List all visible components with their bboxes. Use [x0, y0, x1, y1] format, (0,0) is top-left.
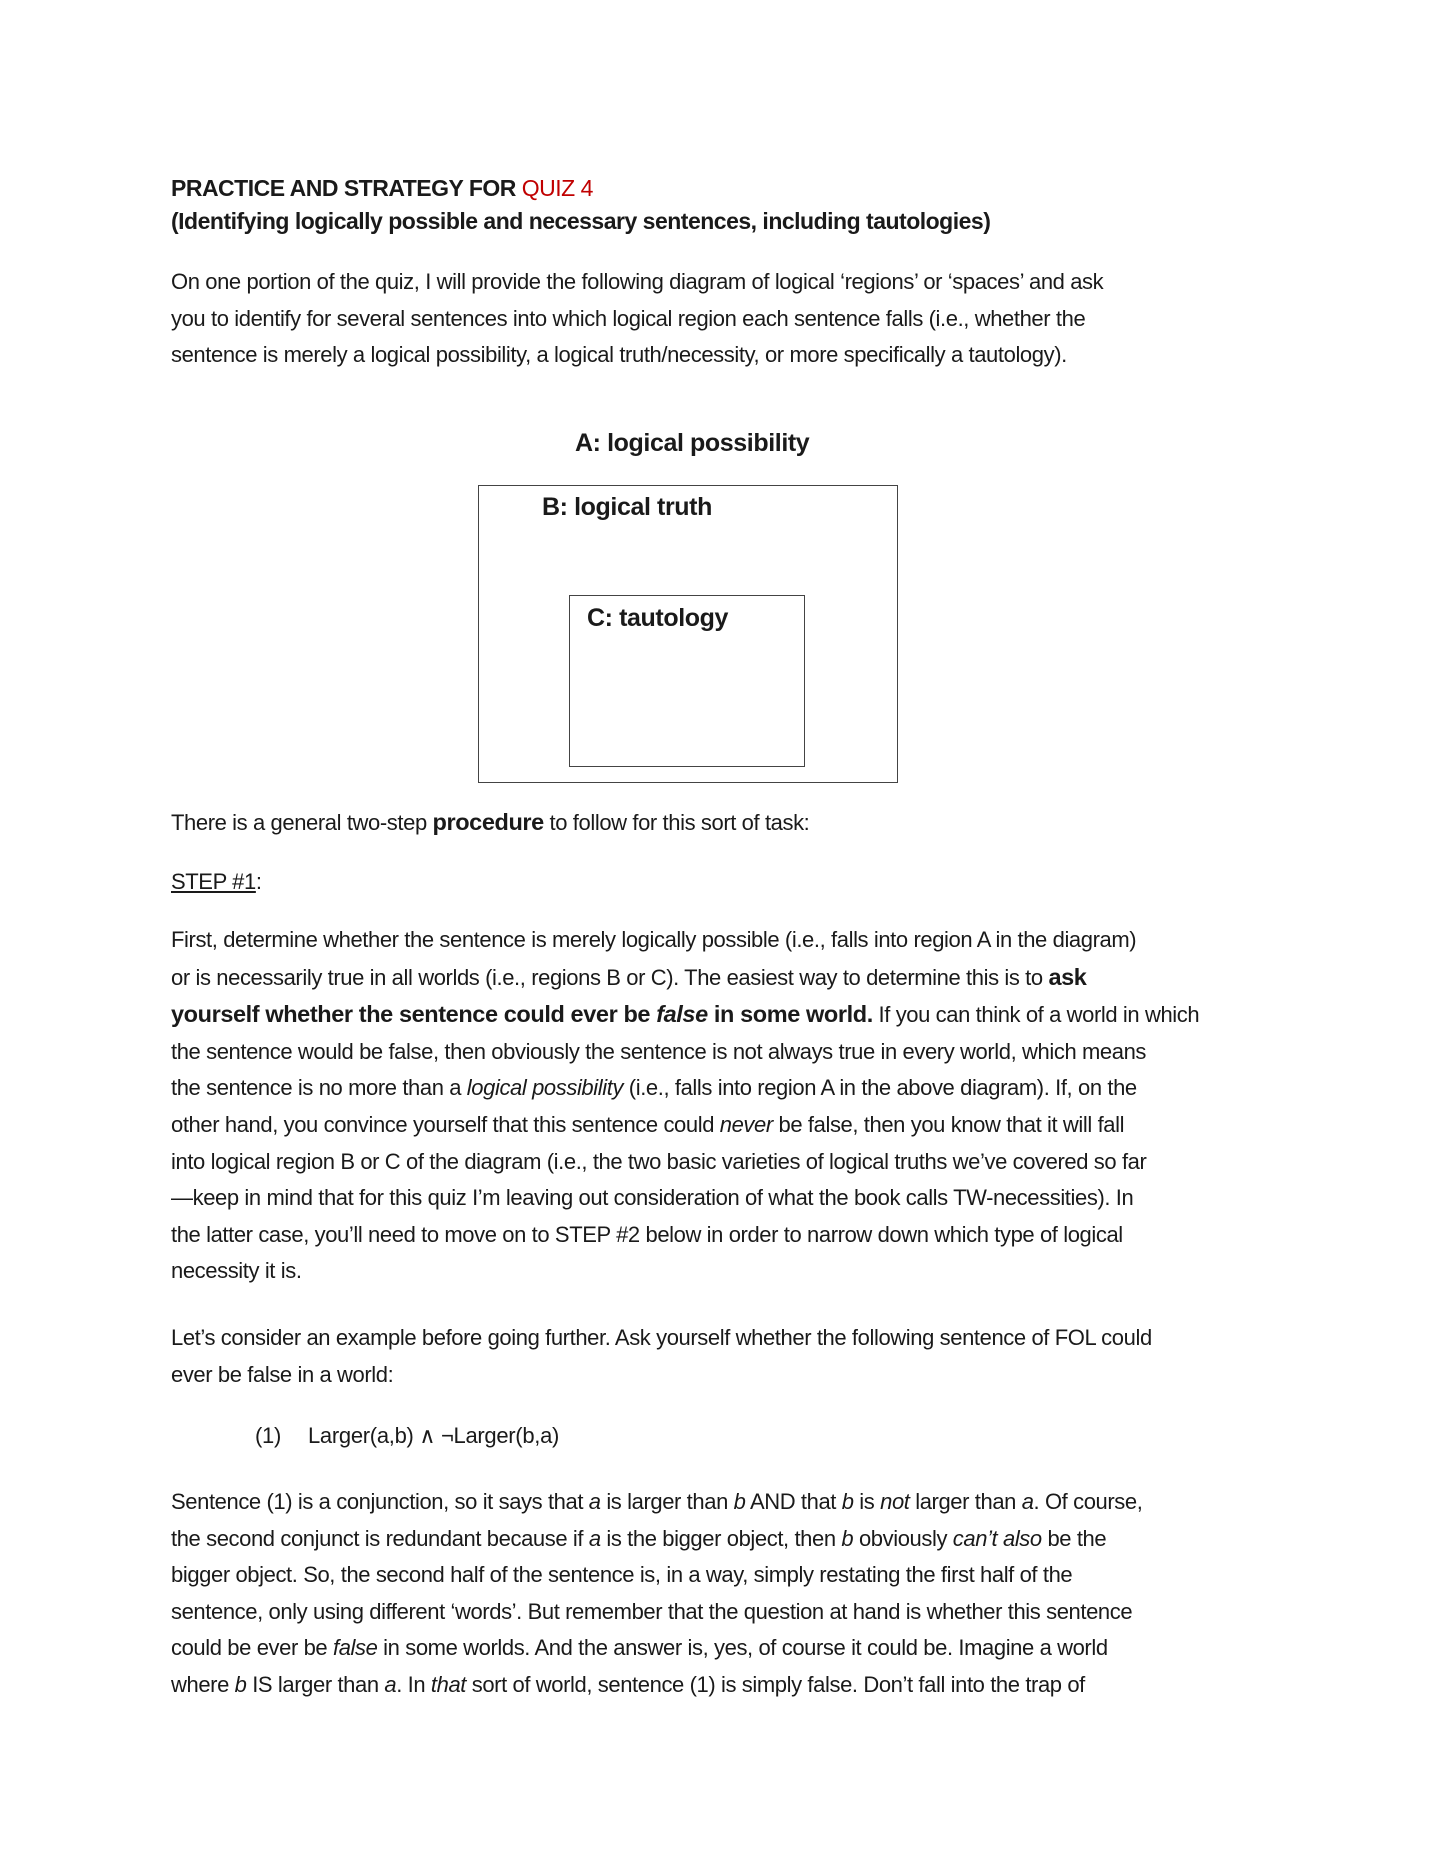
- procedure-emphasis: procedure: [432, 809, 544, 835]
- title-prefix: PRACTICE AND STRATEGY FOR: [171, 175, 522, 201]
- inline-text: the second conjunct is redundant because if: [171, 1525, 589, 1551]
- paragraph-line: necessity it is.: [171, 1258, 302, 1284]
- emphasis-text: yourself whether the sentence could ever be: [171, 1001, 657, 1028]
- intro-paragraph: [171, 264, 1286, 374]
- inline-text: obviously: [853, 1525, 953, 1551]
- inline-text: is: [853, 1489, 881, 1514]
- inline-text: IS larger than: [246, 1671, 385, 1697]
- inline-text: b: [841, 1489, 854, 1514]
- procedure-text: There is a general two-step: [171, 810, 433, 835]
- inline-text: a: [588, 1489, 601, 1514]
- intro-line: you to identify for several sentences into which logical region each sentence falls (i.e., whether the: [171, 305, 1086, 331]
- inline-text: is larger than: [600, 1489, 734, 1514]
- paragraph-line: the sentence would be false, then obviously the sentence is not always true in every world, which means: [171, 1038, 1147, 1064]
- inline-text: that: [430, 1671, 467, 1697]
- explanation-paragraph: [171, 1484, 1286, 1704]
- inline-text: a: [1021, 1489, 1034, 1514]
- paragraph-line: —keep in mind that for this quiz I’m leaving out consideration of what the book calls TW-necessities). In: [171, 1185, 1134, 1211]
- paragraph-text: the sentence is no more than a: [171, 1075, 467, 1101]
- inline-text: false: [332, 1635, 378, 1661]
- inline-text: . Of course,: [1033, 1489, 1143, 1514]
- paragraph-text: other hand, you convince yourself that this sentence could: [171, 1111, 720, 1137]
- emphasis-text: ask: [1048, 963, 1087, 990]
- inline-text: can’t also: [952, 1525, 1042, 1551]
- inline-text: b: [234, 1671, 247, 1697]
- inline-text: be the: [1041, 1525, 1107, 1551]
- procedure-paragraph: [171, 804, 1286, 842]
- emphasis-text: in some world.: [707, 1001, 873, 1028]
- intro-line: On one portion of the quiz, I will provide the following diagram of logical ‘regions’ or ‘spaces’ and ask: [171, 269, 1104, 294]
- inline-text: a: [384, 1671, 397, 1697]
- region-b-label: B: logical truth: [542, 493, 712, 521]
- region-a-label: A: logical possibility: [575, 429, 810, 457]
- formula-number: (1): [255, 1423, 281, 1448]
- inline-text: is the bigger object, then: [600, 1525, 842, 1551]
- inline-text: b: [841, 1525, 854, 1551]
- example-intro-paragraph: [171, 1320, 1286, 1393]
- paragraph-line: into logical region B or C of the diagram (i.e., the two basic varieties of logical truths we’ve covered so far: [171, 1148, 1147, 1174]
- italic-text: never: [719, 1111, 773, 1137]
- paragraph-text: (i.e., falls into region A in the above diagram). If, on the: [623, 1075, 1137, 1101]
- paragraph-line: bigger object. So, the second half of the sentence is, in a way, simply restating the first half of the: [171, 1562, 1073, 1588]
- step1-paragraph: [171, 922, 1286, 1290]
- inline-text: in some worlds. And the answer is, yes, of course it could be. Imagine a world: [377, 1635, 1108, 1661]
- document-subtitle: (Identifying logically possible and necessary sentences, including tautologies): [171, 208, 991, 234]
- quiz-label: QUIZ 4: [521, 175, 593, 201]
- paragraph-line: Let’s consider an example before going further. Ask yourself whether the following sentence of FOL could: [171, 1325, 1152, 1350]
- paragraph-line: the latter case, you’ll need to move on to STEP #2 below in order to narrow down which type of logical: [171, 1221, 1123, 1247]
- inline-text: Sentence (1) is a conjunction, so it says that: [171, 1489, 589, 1514]
- inline-text: could be ever be: [171, 1635, 333, 1661]
- formula-text: Larger(a,b) ∧ ¬Larger(b,a): [308, 1423, 560, 1448]
- inline-text: . In: [396, 1671, 431, 1697]
- inline-text: where: [171, 1671, 235, 1697]
- paragraph-text: If you can think of a world in which: [872, 1002, 1200, 1028]
- step1-heading-text: STEP #1: [171, 869, 256, 894]
- paragraph-text: or is necessarily true in all worlds (i.e., regions B or C). The easiest way to determine this is to: [171, 964, 1049, 990]
- inline-text: larger than: [909, 1489, 1022, 1514]
- italic-text: logical possibility: [466, 1075, 624, 1101]
- inline-text: sort of world, sentence (1) is simply false. Don’t fall into the trap of: [466, 1671, 1085, 1697]
- inline-text: AND that: [745, 1489, 842, 1514]
- inline-text: not: [880, 1489, 910, 1514]
- paragraph-line: sentence, only using different ‘words’. But remember that the question at hand is whether this sentence: [171, 1598, 1133, 1624]
- step1-heading: [171, 864, 1286, 901]
- procedure-text: to follow for this sort of task:: [543, 810, 810, 835]
- paragraph-line: First, determine whether the sentence is merely logically possible (i.e., falls into region A in the diagram): [171, 927, 1137, 952]
- paragraph-text: be false, then you know that it will fall: [772, 1111, 1125, 1137]
- region-c-label: C: tautology: [587, 604, 729, 632]
- paragraph-line: ever be false in a world:: [171, 1361, 394, 1387]
- document-title: [171, 172, 990, 238]
- inline-text: a: [588, 1525, 601, 1551]
- step1-colon: :: [255, 869, 262, 894]
- intro-line: sentence is merely a logical possibility, a logical truth/necessity, or more specifically a tautology).: [171, 342, 1067, 368]
- inline-text: b: [733, 1489, 746, 1514]
- emphasis-italic-text: false: [656, 1001, 708, 1028]
